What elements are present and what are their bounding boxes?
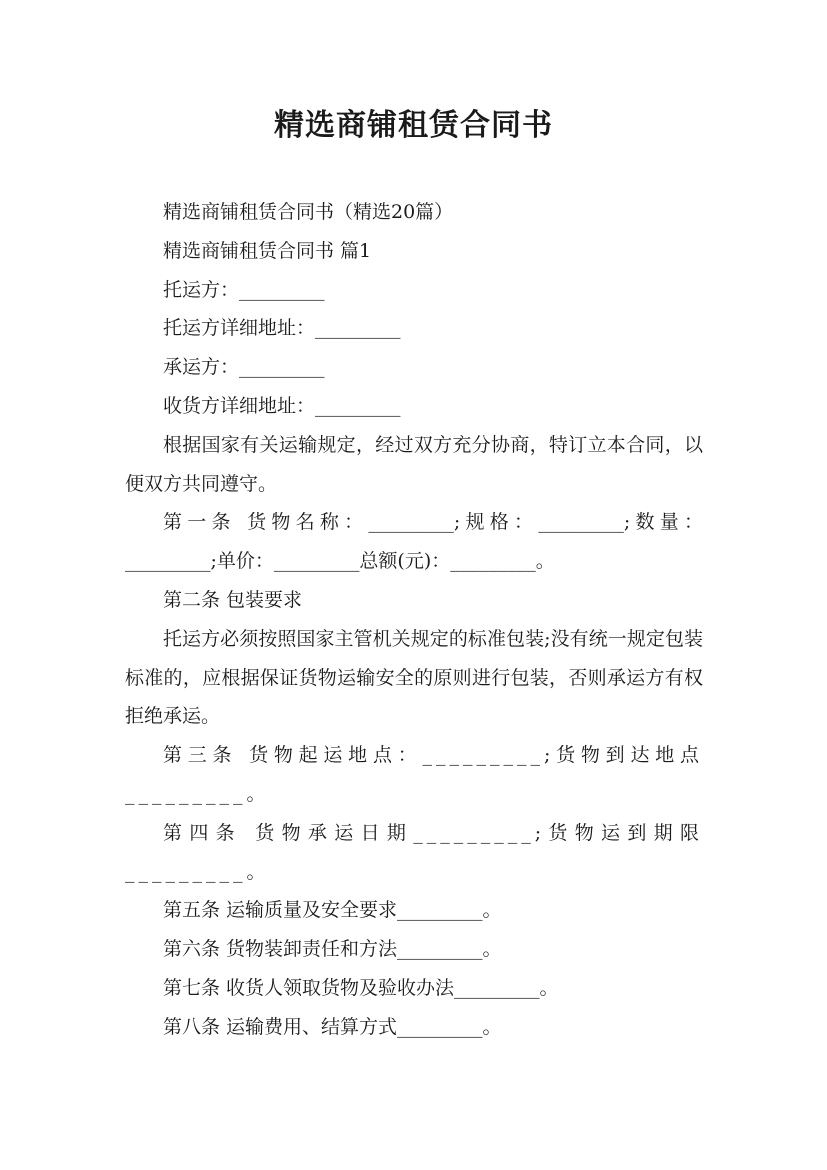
paragraph-article-4: 第四条 货物承运日期_________;货物运到期限_________。 [125,821,703,883]
paragraph-article-6: 第六条 货物装卸责任和方法_________。 [163,938,502,961]
paragraph-part-heading: 精选商铺租赁合同书 篇1 [163,239,372,262]
paragraph-preamble: 根据国家有关运输规定，经过双方充分协商，特订立本合同，以便双方共同遵守。 [125,433,703,495]
paragraph-article-7: 第七条 收货人领取货物及验收办法_________。 [163,976,559,999]
paragraph-article-1: 第一条 货物名称：_________;规格：_________;数量：_________;单价：_________总额(元)：_________。 [125,511,703,573]
paragraph-packaging: 托运方必须按照国家主管机关规定的标准包装;没有统一规定包装标准的，应根据保证货物运输安全的原则进行包装，否则承运方有权拒绝承运。 [125,627,703,728]
paragraph-consignee-address: 收货方详细地址：_________ [163,394,401,417]
paragraph-article-3: 第三条 货物起运地点：_________;货物到达地点_________。 [125,744,703,805]
paragraph-article-5: 第五条 运输质量及安全要求_________。 [163,899,502,922]
paragraph-article-2: 第二条 包装要求 [163,588,303,611]
paragraph-shipper-address: 托运方详细地址：_________ [163,317,401,340]
document-body [125,193,703,1047]
paragraph-article-8: 第八条 运输费用、结算方式_________。 [163,1015,502,1038]
paragraph-shipper: 托运方：_________ [163,278,325,301]
paragraph-subtitle: 精选商铺租赁合同书（精选20篇） [163,201,454,223]
paragraph-carrier: 承运方：_________ [163,356,325,379]
document-title: 精选商铺租赁合同书 [274,108,553,143]
